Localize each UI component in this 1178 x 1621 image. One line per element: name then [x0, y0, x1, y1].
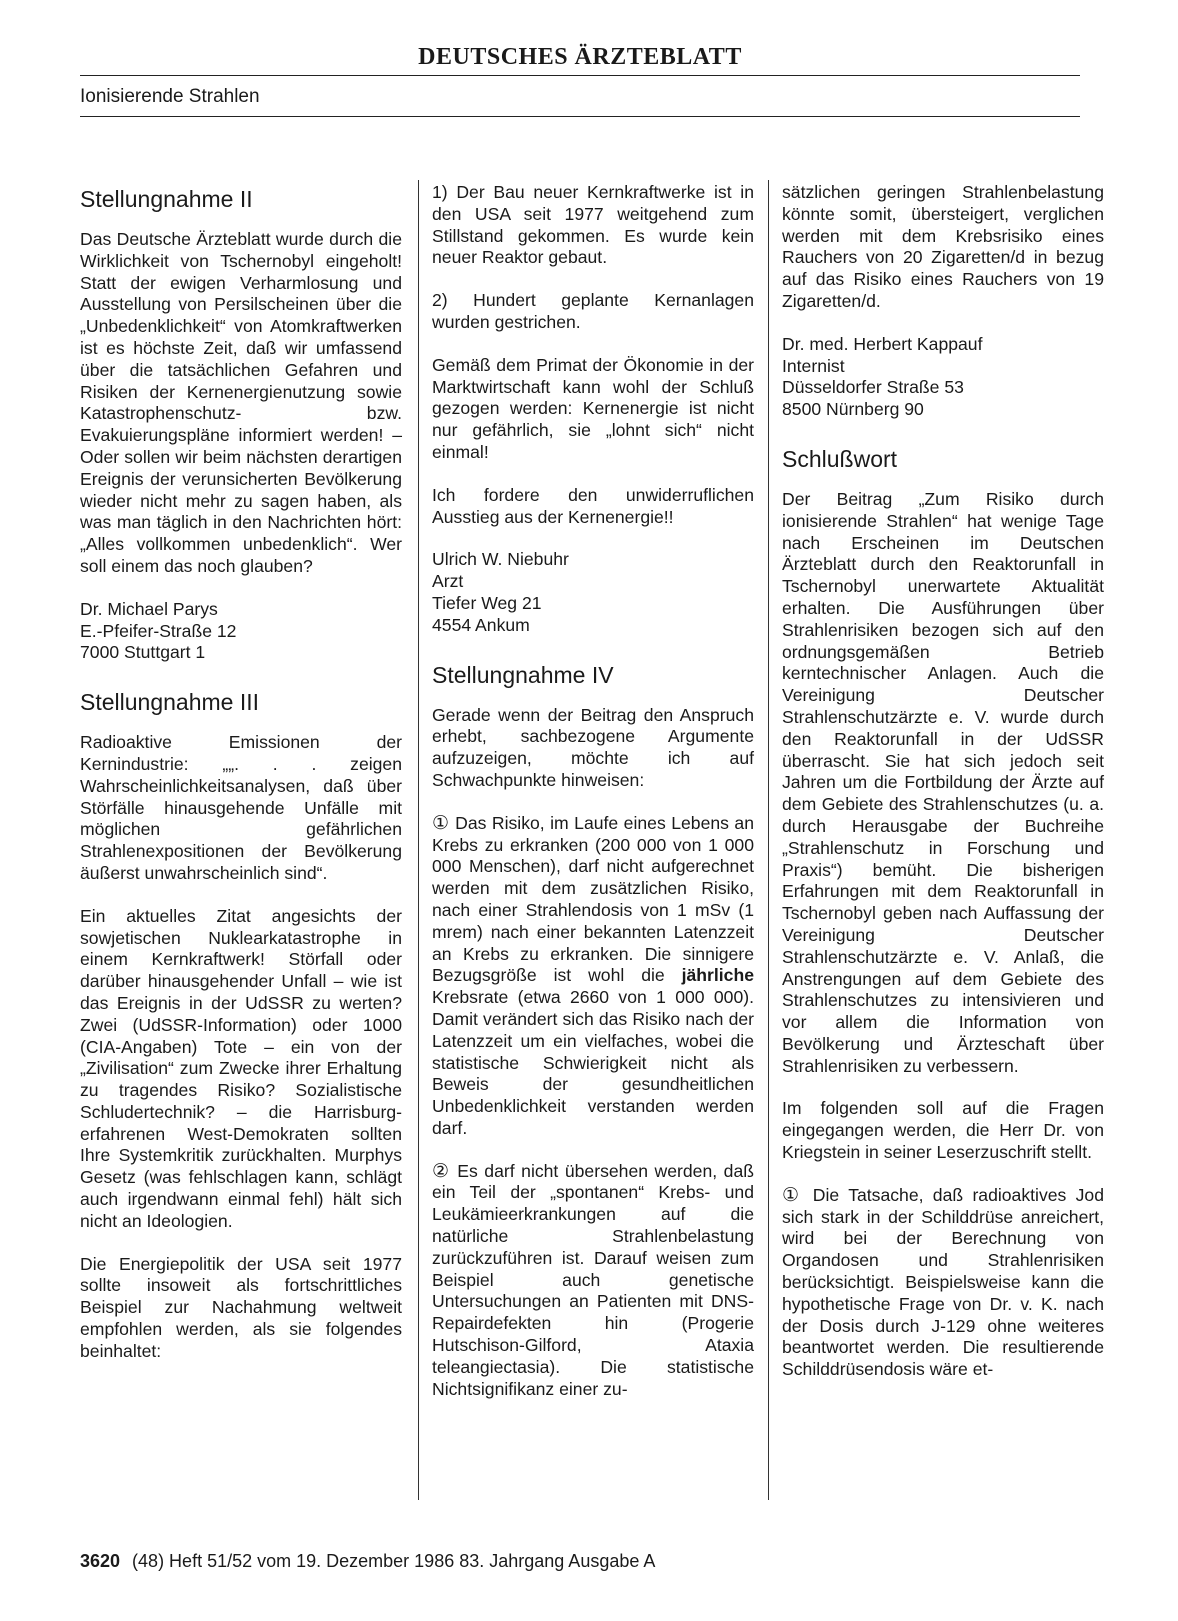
numbered-paragraph — [782, 1185, 1104, 1381]
address-line: Dr. med. Herbert Kappauf — [782, 333, 983, 354]
address-line: Düsseldorfer Straße 53 — [782, 377, 964, 398]
heading-stellungnahme-2: Stellungnahme II — [80, 186, 253, 212]
paragraph: 2) Hundert geplante Kernanlagen wurden gestrichen. — [432, 290, 754, 332]
numbered-paragraph — [432, 813, 754, 1140]
address-line: Arzt — [432, 571, 464, 592]
address-line: 4554 Ankum — [432, 614, 530, 635]
column-1 — [80, 185, 402, 1384]
journal-masthead: DEUTSCHES ÄRZTEBLATT — [418, 44, 742, 70]
paragraph: Gemäß dem Primat der Ökonomie in der Marktwirtschaft kann wohl der Schluß gezogen werden: Kernenergie ist nicht nur gefährlich, sie „lohnt sich“ nicht einmal! — [432, 354, 754, 462]
section-label: Ionisierende Strahlen — [80, 86, 260, 107]
paragraph: Ich fordere den unwiderruflichen Ausstieg aus der Kernenergie!! — [432, 484, 754, 527]
paragraph: Gerade wenn der Beitrag den Anspruch erhebt, sachbezogene Argumente aufzuzeigen, möchte ich auf Schwachpunkte hinweisen: — [432, 704, 754, 790]
address-line: 7000 Stuttgart 1 — [80, 642, 206, 663]
paragraph-text: Krebsrate (etwa 2660 von 1 000 000). Damit verändert sich das Risiko nach der Latenzzeit um ein vielfaches, wobei die statistische Schwierigkeit nicht als Beweis der gesundheitlichen Unbedenklichkeit verstanden werden darf. — [432, 987, 754, 1138]
emphasis-text: jährliche — [681, 965, 754, 986]
circled-number-2: ② — [432, 1160, 451, 1182]
header-rule-bottom — [80, 116, 1080, 117]
numbered-paragraph — [432, 1161, 754, 1401]
page-number: 3620 — [80, 1551, 121, 1571]
address-line: 8500 Nürnberg 90 — [782, 399, 924, 420]
page-footer — [80, 1551, 655, 1572]
paragraph: sätzlichen geringen Strahlenbelastung könnte somit, übersteigert, verglichen werden mit dem Krebsrisiko eines Rauchers von 20 Zigaretten/d in bezug auf das Risiko eines Rauchers von 19 Zigaretten/d. — [782, 182, 1104, 311]
paragraph-text: Das Risiko, im Laufe eines Lebens an Krebs zu erkranken (200 000 von 1 000 000 Menschen), darf nicht aufgerechnet werden mit dem zusätzlichen Risiko, nach einer Strahlendosis von 1 mSv (1 mrem) nach einer bekannten Latenzzeit an Krebs zu erkranken. Die sinnigere Bezugsgröße ist wohl die — [432, 812, 754, 986]
paragraph: Der Beitrag „Zum Risiko durch ionisierende Strahlen“ hat wenige Tage nach Erscheinen im Deutschen Ärzteblatt durch den Reaktorunfall in Tschernobyl unerwartete Aktualität erhalten. Die Ausführungen über Strahlenrisiken bezogen sich auf den ordnungsgemäßen Betrieb kerntechnischer Anlagen. Auch die Vereinigung Deutscher Strahlenschutzärzte e. V. wurde durch den Reaktorunfall in der UdSSR überrascht. Sie hat sich jedoch seit Jahren um die Fortbildung der Ärzte auf dem Gebiete des Strahlenschutzes (u. a. durch Herausgabe der Buchreihe „Strahlenschutz in Forschung und Praxis“) bemüht. Die bisherigen Erfahrungen mit dem Reaktorunfall in Tschernobyl geben nach Auffassung der Vereinigung Deutscher Strahlenschutzärzte e. V. Anlaß, die Anstrengungen auf dem Gebiete des Strahlenschutzes zu intensivieren und vor allem die Information von Bevölkerung und Ärzteschaft über Strahlenrisiken zu verbessern. — [782, 488, 1104, 1076]
column-divider-1 — [418, 180, 419, 1500]
address-line: Dr. Michael Parys — [80, 598, 218, 619]
address-line: Ulrich W. Niebuhr — [432, 549, 569, 570]
paragraph: Das Deutsche Ärzteblatt wurde durch die Wirklichkeit von Tschernobyl eingeholt! Statt der ewigen Verharmlosung und Ausstellung von Persilscheinen über die „Unbedenklichkeit“ von Atomkraftwerken ist es höchste Zeit, daß wir umfassend über die tatsächlichen Gefahren und Risiken der Kernenergienutzung sowie Katastrophenschutz- bzw. Evakuierungspläne informiert werden! – Oder sollen wir beim nächsten derartigen Ereignis der verunsicherten Bevölkerung wieder nicht mehr zu sagen haben, als was man täglich in den Nachrichten hört: „Alles vollkommen unbedenklich“. Wer soll einem das noch glauben? — [80, 229, 402, 576]
address-line: Internist — [782, 355, 845, 376]
column-3 — [782, 182, 1104, 1402]
column-divider-2 — [768, 180, 769, 1500]
paragraph: Im folgenden soll auf die Fragen eingegangen werden, die Herr Dr. von Kriegstein in seiner Leserzuschrift stellt. — [782, 1098, 1104, 1163]
paragraph-text: Die Tatsache, daß radioaktives Jod sich stark in der Schilddrüse anreichert, wird bei der Berechnung von Organdosen und Strahlenrisiken berücksichtigt. Beispielsweise kann die hypothetische Frage von Dr. v. K. nach der Dosis durch J-129 ohne weiteres beantwortet werden. Die resultierende Schilddrüsendosis wäre et- — [782, 1184, 1104, 1380]
header-rule-top — [80, 75, 1080, 76]
paragraph: Die Energiepolitik der USA seit 1977 sollte insoweit als fortschrittliches Beispiel zur Nachahmung weltweit empfohlen werden, als sie folgendes beinhaltet: — [80, 1253, 402, 1361]
circled-number-1: ① — [782, 1184, 804, 1206]
author-address — [782, 334, 1104, 421]
heading-schlusswort: Schlußwort — [782, 445, 898, 472]
author-address — [432, 549, 754, 636]
author-address — [80, 599, 402, 664]
paragraph: Ein aktuelles Zitat angesichts der sowjetischen Nuklearkatastrophe in einem Kernkraftwerk! Störfall oder darüber hinausgehender Unfall – wie ist das Ereignis in der UdSSR zu werten? Zwei (UdSSR-Information) oder 1000 (CIA-Angaben) Tote – ein von der „Zivilisation“ zum Zwecke ihrer Erhaltung zu tragendes Risiko? Sozialistische Schludertechnik? – die Harrisburg-erfahrenen West-Demokraten sollten Ihre Systemkritik zurückhalten. Murphys Gesetz (was fehlschlagen kann, schlägt auch irgendwann einmal fehl) hält sich nicht an Ideologien. — [80, 905, 402, 1231]
paragraph: Radioaktive Emissionen der Kernindustrie: „„. . . zeigen Wahrscheinlichkeitsanalysen, daß über Störfälle hinausgehende Unfälle mit möglichen gefährlichen Strahlenexpositionen der Bevölkerung äußerst unwahrscheinlich sind“. — [80, 732, 402, 883]
paragraph: 1) Der Bau neuer Kernkraftwerke ist in den USA seit 1977 weitgehend zum Stillstand gekommen. Es wurde kein neuer Reaktor gebaut. — [432, 182, 754, 268]
column-2 — [432, 182, 754, 1421]
paragraph-text: Es darf nicht übersehen werden, daß ein Teil der „spontanen“ Krebs- und Leukämieerkrankungen auf die natürliche Strahlenbelastung zurückzuführen ist. Darauf weisen zum Beispiel auch genetische Untersuchungen an Patienten mit DNS-Repairdefekten hin (Progerie Hutschison-Gilford, Ataxia teleangiectasia). Die statistische Nichtsignifikanz einer zu- — [432, 1160, 754, 1399]
issue-info: (48) Heft 51/52 vom 19. Dezember 1986 83. Jahrgang Ausgabe A — [132, 1551, 656, 1571]
circled-number-1: ① — [432, 812, 450, 834]
address-line: E.-Pfeifer-Straße 12 — [80, 620, 237, 641]
heading-stellungnahme-3: Stellungnahme III — [80, 689, 260, 716]
heading-stellungnahme-4: Stellungnahme IV — [432, 661, 614, 688]
address-line: Tiefer Weg 21 — [432, 592, 542, 613]
